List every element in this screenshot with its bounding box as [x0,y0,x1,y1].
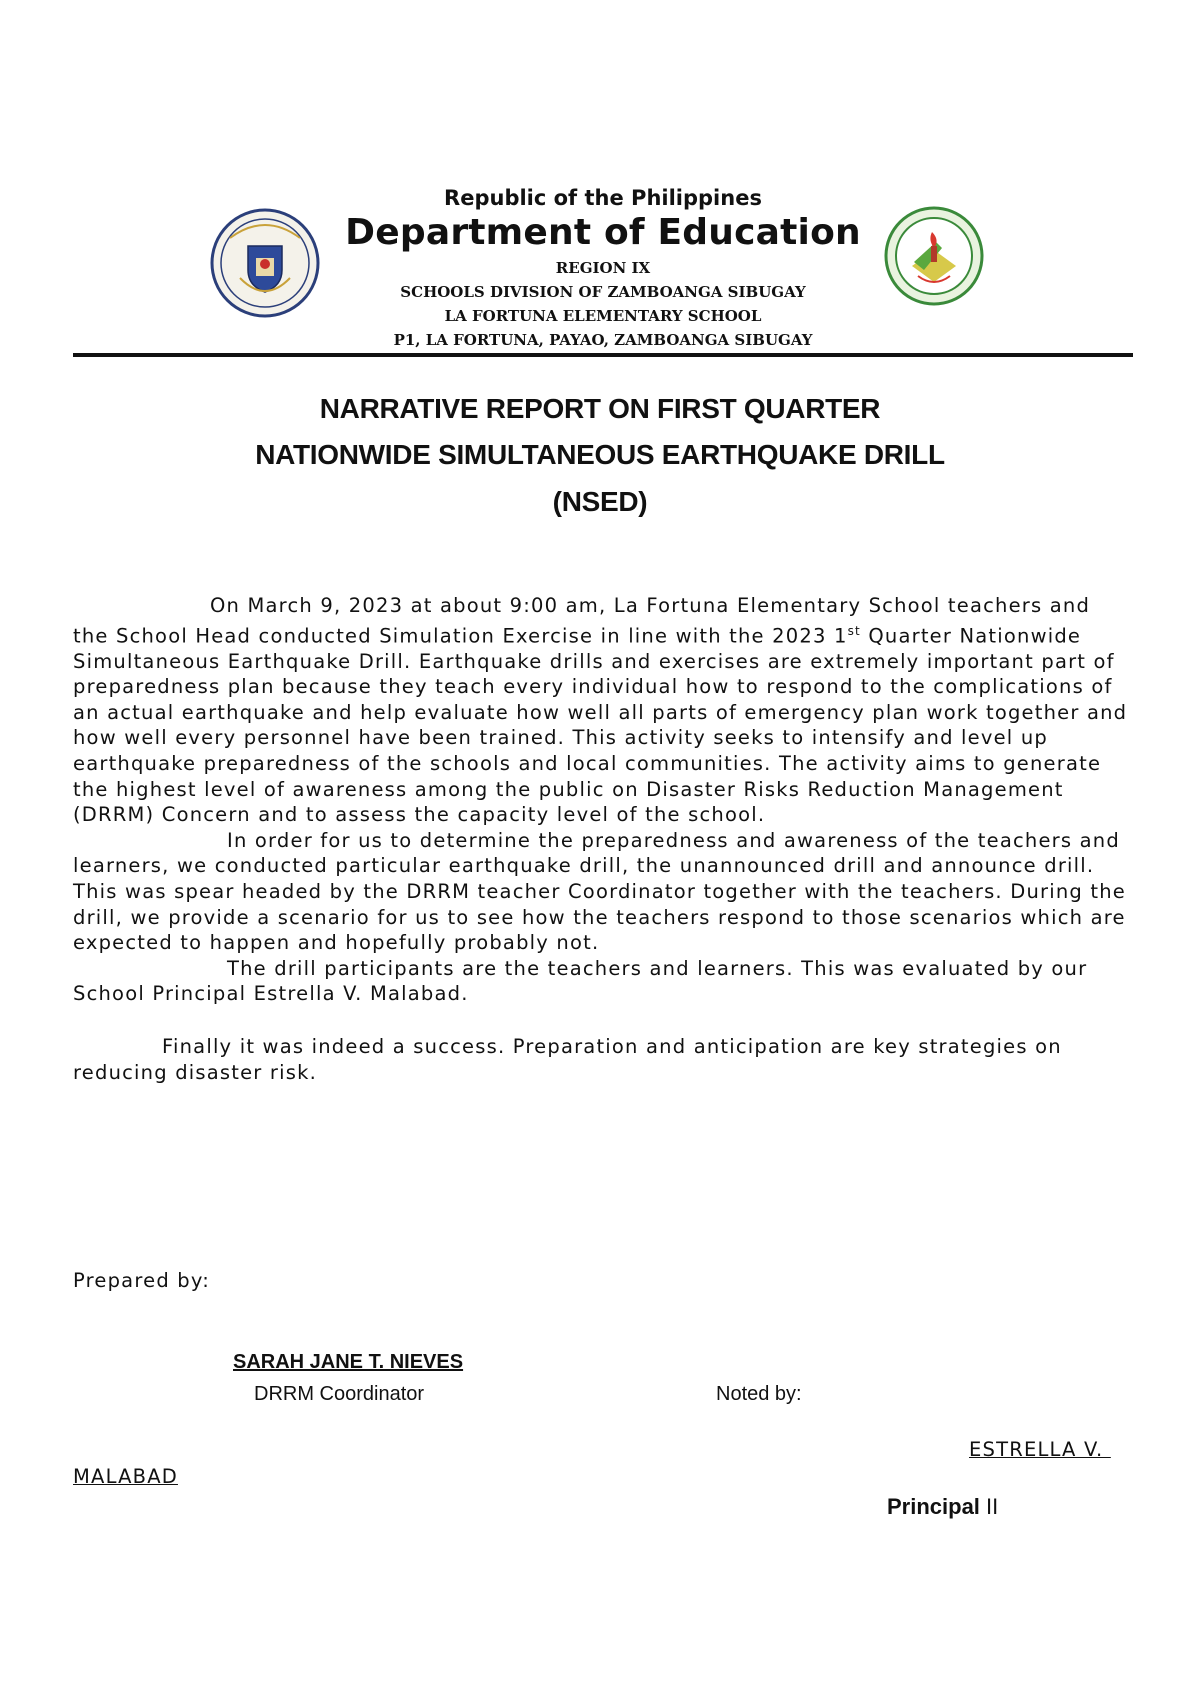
header-address: P1, LA FORTUNA, PAYAO, ZAMBOANGA SIBUGAY [393,331,813,349]
header-division: SCHOOLS DIVISION OF ZAMBOANGA SIBUGAY [400,283,806,301]
noter-name-part-2: MALABAD [73,1465,178,1488]
noter-role-title: Principal [887,1494,980,1519]
superscript-st: st [847,623,861,638]
paragraph-1-b: Quarter Nationwide Simultaneous Earthquake Drill. Earthquake drills and exercises are extremely important part of preparedness plan because they teach every individual how to respond to the complications of an actual earthquake and help evaluate how well all parts of emergency plan work together and how well every personnel have been trained. This activity seeks to intensify and level up earthquake preparedness of the schools and local communities. The activity aims to generate the highest level of awareness among the public on Disaster Risks Reduction Management (DRRM) Concern and to assess the capacity level of the school. [73,624,1128,827]
report-title-line-2: NATIONWIDE SIMULTANEOUS EARTHQUAKE DRILL [255,439,945,470]
paragraph-2: In order for us to determine the preparedness and awareness of the teachers and learners, we conducted particular earthquake drill, the unannounced drill and announce drill. This was spear headed by the DRRM teacher Coordinator together with the teachers. During the drill, we provide a scenario for us to see how the teachers respond to those scenarios which are expected to happen and hopefully probably not. [73,828,1126,955]
noter-name-part-1: ESTRELLA V. [969,1438,1111,1461]
header-divider [73,353,1133,357]
header-department: Department of Education [345,212,861,253]
noted-by-label: Noted by: [716,1383,802,1405]
paragraph-1 [73,593,1133,828]
paragraph-3: The drill participants are the teachers and learners. This was evaluated by our School Principal Estrella V. Malabad. [73,956,1088,1006]
header-region: REGION IX [555,259,651,277]
noter-role [887,1494,998,1520]
report-title-line-1: NARRATIVE REPORT ON FIRST QUARTER [319,393,881,424]
header-republic: Republic of the Philippines [444,186,762,210]
header-school: LA FORTUNA ELEMENTARY SCHOOL [444,307,762,325]
prepared-by-label: Prepared by: [73,1269,210,1292]
preparer-role: DRRM Coordinator [254,1383,425,1405]
paragraph-1-a: On March 9, 2023 at about 9:00 am, La Fortuna Elementary School teachers and the School Head conducted Simulation Exercise in line with the 2023 1 [73,594,1091,648]
preparer-name: SARAH JANE T. NIEVES [233,1351,464,1373]
report-title-line-3: (NSED) [552,486,648,517]
paragraph-4: Finally it was indeed a success. Preparation and anticipation are key strategies on reducing disaster risk. [73,1035,1062,1084]
noter-role-suffix: II [979,1494,999,1519]
report-body [73,593,1133,1085]
